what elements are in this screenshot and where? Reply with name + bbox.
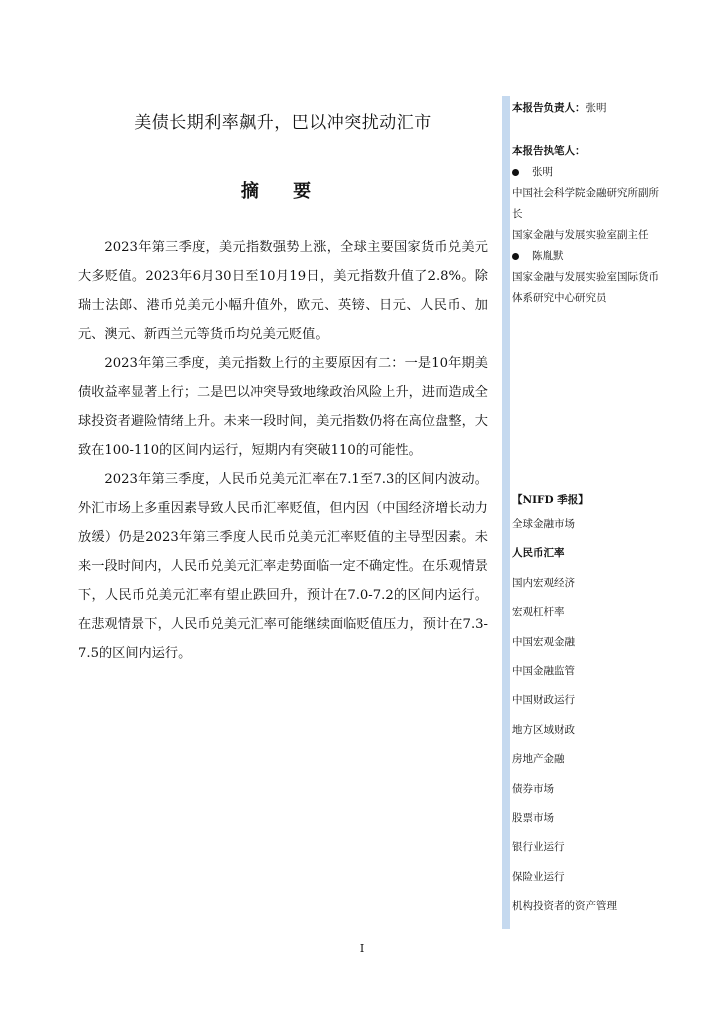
bullet-icon — [512, 253, 519, 260]
author-affiliation: 国家金融与发展实验室国际货币体系研究中心研究员 — [512, 271, 659, 304]
series-item[interactable]: 中国宏观金融 — [512, 635, 575, 648]
author-row — [512, 162, 662, 183]
responsible-name: 张明 — [585, 102, 607, 114]
author-name: 张明 — [532, 166, 553, 178]
series-item[interactable]: 机构投资者的资产管理 — [512, 900, 617, 913]
main-content — [78, 96, 488, 668]
series-items — [512, 516, 662, 927]
author-row — [512, 246, 662, 267]
series-item[interactable]: 保险业运行 — [512, 870, 565, 883]
series-item[interactable]: 股票市场 — [512, 811, 554, 824]
series-item[interactable]: 房地产金融 — [512, 753, 565, 766]
authors-label: 本报告执笔人： — [512, 145, 586, 157]
series-item[interactable]: 银行业运行 — [512, 841, 565, 854]
bullet-icon — [512, 169, 519, 176]
series-item[interactable]: 中国金融监管 — [512, 664, 575, 677]
authors-list — [512, 162, 662, 309]
series-item[interactable]: 国内宏观经济 — [512, 576, 575, 589]
author-affiliation: 中国社会科学院金融研究所副所长 — [512, 187, 659, 220]
responsible-label: 本报告负责人： — [512, 102, 586, 114]
abstract-paragraph-3: 2023年第三季度，人民币兑美元汇率在7.1至7.3的区间内波动。外汇市场上多重因素导致人民币汇率贬值，但内因（中国经济增长动力放缓）仍是2023年第三季度人民币兑美元汇率贬值的主导型因素。未来一段时间内，人民币兑美元汇率走势面临一定不确定性。在乐观情景下，人民币兑美元汇率有望止跌回升，预计在7.0-7.2的区间内运行。在悲观情景下，人民币兑美元汇率可能继续面临贬值压力，预计在7.3-7.5的区间内运行。 — [78, 472, 488, 661]
abstract-paragraph-1: 2023年第三季度，美元指数强势上涨，全球主要国家货币兑美元大多贬值。2023年6月30日至10月19日，美元指数升值了2.8%。除瑞士法郎、港币兑美元小幅升值外，欧元、英镑、日元、人民币、加元、澳元、新西兰元等货币均兑美元贬值。 — [78, 240, 488, 342]
series-item[interactable]: 地方区域财政 — [512, 723, 575, 736]
sidebar-accent-bar — [502, 96, 510, 929]
author-name: 陈胤默 — [532, 250, 564, 262]
page-number: I — [359, 942, 365, 955]
series-list — [512, 492, 662, 927]
series-item[interactable]: 宏观杠杆率 — [512, 606, 565, 619]
series-item[interactable]: 中国财政运行 — [512, 694, 575, 707]
sidebar-info — [512, 98, 662, 309]
author-affiliation: 国家金融与发展实验室副主任 — [512, 229, 649, 241]
responsible-block — [512, 98, 662, 119]
series-item[interactable]: 全球金融市场 — [512, 518, 575, 530]
series-title: 【NIFD 季报】 — [512, 494, 589, 506]
abstract-paragraph-2: 2023年第三季度，美元指数上行的主要原因有二：一是10年期美债收益率显著上行；二是巴以冲突导致地缘政治风险上升，进而造成全球投资者避险情绪上升。未来一段时间，美元指数仍将在高位盘整，大致在100-110的区间内运行，短期内有突破110的可能性。 — [78, 356, 488, 458]
series-item[interactable]: 人民币汇率 — [512, 547, 565, 560]
series-item[interactable]: 债券市场 — [512, 782, 554, 795]
authors-block — [512, 141, 662, 309]
abstract-heading: 摘 要 — [240, 181, 326, 202]
report-title: 美债长期利率飙升，巴以冲突扰动汇市 — [134, 113, 432, 133]
